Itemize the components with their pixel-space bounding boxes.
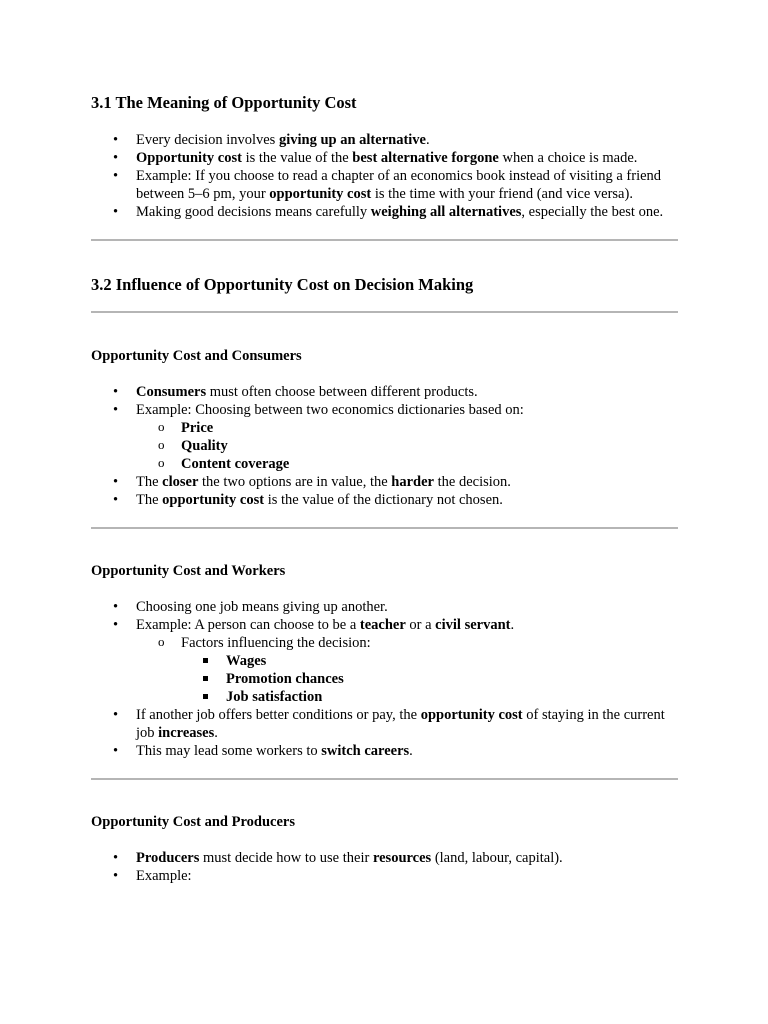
- list-item: • Every decision involves giving up an alternative.: [91, 131, 678, 149]
- list-item: • Choosing one job means giving up another.: [91, 598, 678, 616]
- subheading-workers: Opportunity Cost and Workers: [91, 563, 286, 579]
- list-item: o Price: [136, 419, 678, 437]
- list-item: • Example: If you choose to read a chapter of an economics book instead of visiting a friend between 5–6 pm, your opportunity cost is the time with your friend (and vice versa).: [91, 167, 678, 203]
- bullet-list-workers: [91, 598, 678, 760]
- sub-list-criteria: [136, 419, 678, 473]
- subheading-consumers: Opportunity Cost and Consumers: [91, 348, 302, 364]
- list-item: o Factors influencing the decision: Wages Promotion chances Job satisfaction: [136, 634, 678, 706]
- list-item: • If another job offers better conditions or pay, the opportunity cost of staying in the current job increases.: [91, 706, 678, 742]
- list-item: • The closer the two options are in value, the harder the decision.: [91, 473, 678, 491]
- subheading-producers: Opportunity Cost and Producers: [91, 814, 295, 830]
- bullet-list-consumers: [91, 383, 678, 509]
- divider: [91, 778, 678, 780]
- list-item: • This may lead some workers to switch careers.: [91, 742, 678, 760]
- list-item: Wages: [181, 652, 678, 670]
- sub-list-factors: [136, 634, 678, 706]
- divider: [91, 527, 678, 529]
- section-title-3-2: 3.2 Influence of Opportunity Cost on Decision Making: [91, 275, 474, 294]
- list-item: • Example: A person can choose to be a teacher or a civil servant. o Factors influencing the decision: Wages Promotion chances Job satisfaction: [91, 616, 678, 706]
- list-item: • Opportunity cost is the value of the best alternative forgone when a choice is made.: [91, 149, 678, 167]
- bullet-list-3-1: [91, 131, 678, 221]
- list-item: • The opportunity cost is the value of the dictionary not chosen.: [91, 491, 678, 509]
- document-page: [91, 92, 678, 885]
- list-item: • Making good decisions means carefully weighing all alternatives, especially the best one.: [91, 203, 678, 221]
- divider: [91, 311, 678, 313]
- list-item: Promotion chances: [181, 670, 678, 688]
- list-item: • Example: Choosing between two economics dictionaries based on: o Price o Quality o Content coverage: [91, 401, 678, 473]
- section-title-3-1: 3.1 The Meaning of Opportunity Cost: [91, 93, 357, 112]
- bullet-list-producers: [91, 849, 678, 885]
- sub-sub-list-factors: [181, 652, 678, 706]
- list-item: • Consumers must often choose between different products.: [91, 383, 678, 401]
- list-item: • Producers must decide how to use their resources (land, labour, capital).: [91, 849, 678, 867]
- list-item: o Quality: [136, 437, 678, 455]
- list-item: o Content coverage: [136, 455, 678, 473]
- list-item: • Example:: [91, 867, 678, 885]
- list-item: Job satisfaction: [181, 688, 678, 706]
- divider: [91, 239, 678, 241]
